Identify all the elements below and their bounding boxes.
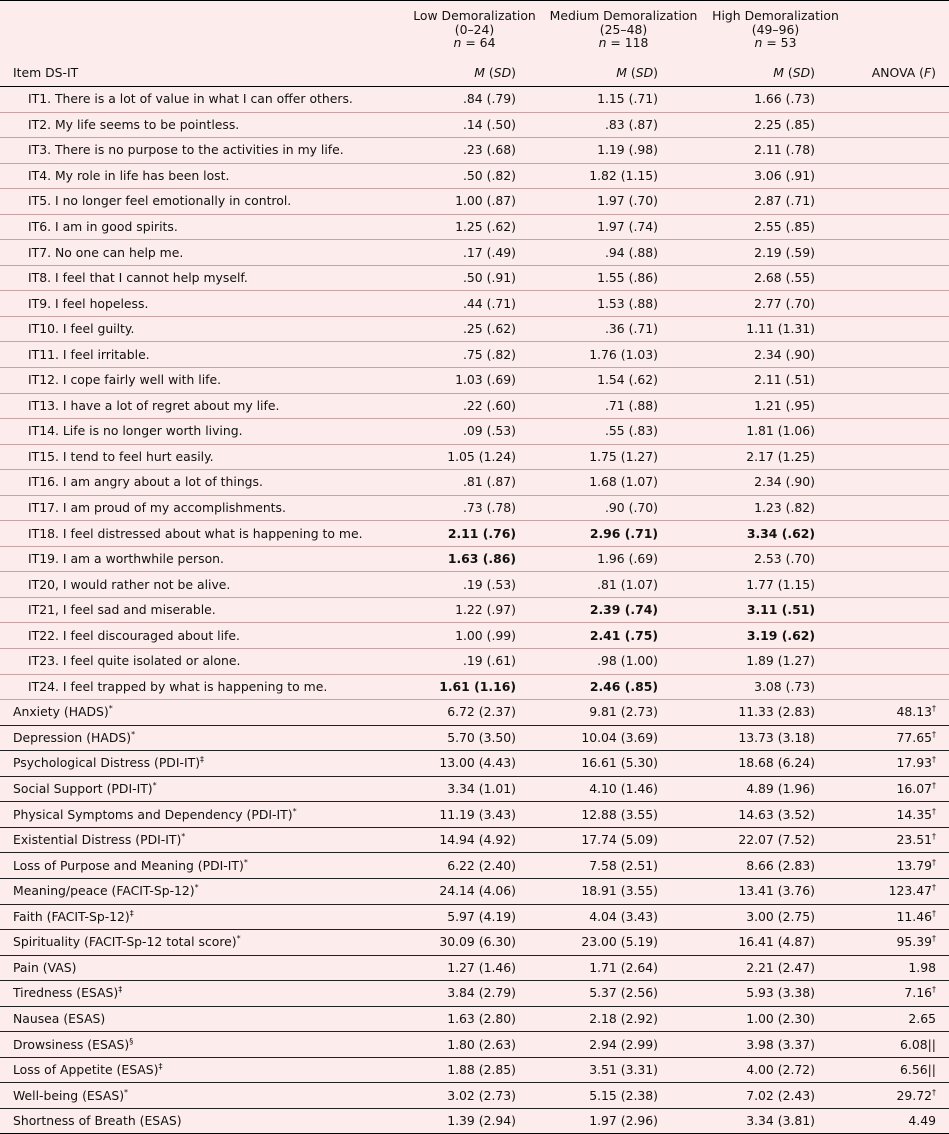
anova-header: ANOVA (F) [848, 61, 949, 87]
footnote-mark: * [292, 806, 297, 816]
high-value: 4.89 (1.96) [703, 776, 848, 802]
header-group-low [405, 1, 544, 61]
stat-header-high: M (SD) [703, 61, 848, 87]
header-group-medium [544, 1, 703, 61]
table-row [0, 1083, 949, 1109]
medium-value: 1.55 (.86) [544, 265, 703, 291]
table-row [0, 955, 949, 981]
footnote-mark: ‡ [200, 755, 205, 765]
medium-value: .36 (.71) [544, 316, 703, 342]
table-row [0, 368, 949, 394]
footnote-mark: ‡ [118, 985, 123, 995]
anova-value [848, 393, 949, 419]
low-value: 30.09 (6.30) [405, 930, 544, 956]
table-row [0, 674, 949, 700]
low-value: .09 (.53) [405, 419, 544, 445]
low-value: 1.00 (.87) [405, 189, 544, 215]
table-row [0, 776, 949, 802]
measure-label: Social Support (PDI-IT)* [0, 776, 405, 802]
table-body [0, 87, 949, 1134]
header-blank [0, 1, 405, 61]
low-value: 5.70 (3.50) [405, 725, 544, 751]
table-row [0, 572, 949, 598]
measure-label: Physical Symptoms and Dependency (PDI-IT)* [0, 802, 405, 828]
high-value: 13.41 (3.76) [703, 878, 848, 904]
table-row [0, 827, 949, 853]
measure-label: Loss of Appetite (ESAS)‡ [0, 1057, 405, 1083]
high-value: 2.87 (.71) [703, 189, 848, 215]
table-row [0, 316, 949, 342]
anova-value [848, 112, 949, 138]
high-value: 1.89 (1.27) [703, 649, 848, 675]
anova-value [848, 470, 949, 496]
stat-header-low: M (SD) [405, 61, 544, 87]
high-value: 3.19 (.62) [703, 623, 848, 649]
table-row [0, 853, 949, 879]
stat-header-medium: M (SD) [544, 61, 703, 87]
item-label: IT18. I feel distressed about what is happening to me. [0, 521, 405, 547]
high-value: 2.25 (.85) [703, 112, 848, 138]
high-value: 3.00 (2.75) [703, 904, 848, 930]
measure-label: Loss of Purpose and Meaning (PDI-IT)* [0, 853, 405, 879]
table-row [0, 393, 949, 419]
item-label: IT21, I feel sad and miserable. [0, 597, 405, 623]
medium-value: 17.74 (5.09) [544, 827, 703, 853]
anova-value: 77.65† [848, 725, 949, 751]
low-value: .44 (.71) [405, 291, 544, 317]
table-row [0, 802, 949, 828]
high-value: 1.21 (.95) [703, 393, 848, 419]
header-group-row [0, 1, 949, 61]
significance-mark: † [932, 781, 936, 791]
measure-label: Well-being (ESAS)* [0, 1083, 405, 1109]
significance-mark: † [932, 806, 936, 816]
footnote-mark: * [236, 934, 241, 944]
medium-value: .90 (.70) [544, 495, 703, 521]
low-value: .17 (.49) [405, 240, 544, 266]
anova-value: 95.39† [848, 930, 949, 956]
high-value: 18.68 (6.24) [703, 751, 848, 777]
significance-mark: † [932, 908, 936, 918]
table-row [0, 1032, 949, 1058]
anova-value [848, 342, 949, 368]
anova-value [848, 419, 949, 445]
anova-value [848, 597, 949, 623]
low-value: 1.05 (1.24) [405, 444, 544, 470]
high-value: 2.53 (.70) [703, 546, 848, 572]
low-value: 14.94 (4.92) [405, 827, 544, 853]
medium-value: 2.41 (.75) [544, 623, 703, 649]
item-label: IT12. I cope fairly well with life. [0, 368, 405, 394]
low-value: 1.63 (2.80) [405, 1006, 544, 1032]
anova-value [848, 623, 949, 649]
medium-value: 1.53 (.88) [544, 291, 703, 317]
low-value: .73 (.78) [405, 495, 544, 521]
table-row [0, 291, 949, 317]
table-row [0, 342, 949, 368]
measure-label: Pain (VAS) [0, 955, 405, 981]
group-range: (25–48) [599, 21, 648, 37]
footnote-mark: * [181, 832, 186, 842]
medium-value: 18.91 (3.55) [544, 878, 703, 904]
low-value: 6.72 (2.37) [405, 700, 544, 726]
group-name: High Demoralization [712, 8, 839, 23]
item-label: IT19. I am a worthwhile person. [0, 546, 405, 572]
table-row [0, 700, 949, 726]
medium-value: .94 (.88) [544, 240, 703, 266]
anova-value [848, 546, 949, 572]
table-row [0, 214, 949, 240]
low-value: .14 (.50) [405, 112, 544, 138]
table-row [0, 981, 949, 1007]
medium-value: 3.51 (3.31) [544, 1057, 703, 1083]
low-value: 3.02 (2.73) [405, 1083, 544, 1109]
low-value: 1.80 (2.63) [405, 1032, 544, 1058]
high-value: 14.63 (3.52) [703, 802, 848, 828]
anova-value [848, 572, 949, 598]
low-value: .25 (.62) [405, 316, 544, 342]
high-value: 16.41 (4.87) [703, 930, 848, 956]
anova-value: 7.16† [848, 981, 949, 1007]
high-value: 13.73 (3.18) [703, 725, 848, 751]
anova-value: 4.49 [908, 1113, 936, 1129]
table-row [0, 904, 949, 930]
measure-label: Shortness of Breath (ESAS) [13, 1113, 182, 1129]
medium-value: .81 (1.07) [544, 572, 703, 598]
footnote-mark: * [152, 781, 157, 791]
medium-value: 10.04 (3.69) [544, 725, 703, 751]
high-value: 1.77 (1.15) [703, 572, 848, 598]
medium-value: 1.71 (2.64) [544, 955, 703, 981]
item-label: IT2. My life seems to be pointless. [0, 112, 405, 138]
low-value: 1.03 (.69) [405, 368, 544, 394]
anova-value [848, 521, 949, 547]
table-row [0, 930, 949, 956]
low-value: 6.22 (2.40) [405, 853, 544, 879]
anova-value: 11.46† [848, 904, 949, 930]
anova-value: 14.35† [848, 802, 949, 828]
group-range: (49–96) [751, 21, 800, 37]
anova-value: 16.07† [848, 776, 949, 802]
high-value: 8.66 (2.83) [703, 853, 848, 879]
table-row [0, 649, 949, 675]
medium-value: 1.97 (.70) [544, 189, 703, 215]
high-value: 3.08 (.73) [703, 674, 848, 700]
footnote-mark: * [194, 883, 199, 893]
medium-value: 1.97 (2.96) [589, 1113, 658, 1129]
medium-value: 2.18 (2.92) [544, 1006, 703, 1032]
high-value: 1.11 (1.31) [703, 316, 848, 342]
table-row [0, 163, 949, 189]
significance-mark: † [932, 857, 936, 867]
medium-value: 4.10 (1.46) [544, 776, 703, 802]
significance-mark: † [932, 729, 936, 739]
anova-value: 6.08|| [848, 1032, 949, 1058]
anova-value [848, 138, 949, 164]
high-value: 3.11 (.51) [703, 597, 848, 623]
item-label: IT24. I feel trapped by what is happening to me. [0, 674, 405, 700]
table-row [0, 597, 949, 623]
medium-value: 5.15 (2.38) [544, 1083, 703, 1109]
header-group-high [703, 1, 848, 61]
low-value: 3.84 (2.79) [405, 981, 544, 1007]
high-value: 1.23 (.82) [703, 495, 848, 521]
anova-value: 123.47† [848, 878, 949, 904]
item-label: IT10. I feel guilty. [0, 316, 405, 342]
table-row [0, 265, 949, 291]
low-value: 1.25 (.62) [405, 214, 544, 240]
significance-mark: † [932, 934, 936, 944]
footnote-mark: * [243, 857, 248, 867]
high-value: 1.00 (2.30) [703, 1006, 848, 1032]
item-label: IT4. My role in life has been lost. [0, 163, 405, 189]
table-row [0, 240, 949, 266]
group-name: Low Demoralization [413, 8, 536, 23]
table-row [0, 878, 949, 904]
item-label: IT23. I feel quite isolated or alone. [0, 649, 405, 675]
high-value: 1.81 (1.06) [703, 419, 848, 445]
table-row [0, 623, 949, 649]
high-value: 2.68 (.55) [703, 265, 848, 291]
low-value: 1.39 (2.94) [447, 1113, 516, 1129]
medium-value: 2.39 (.74) [544, 597, 703, 623]
measure-label: Spirituality (FACIT-Sp-12 total score)* [0, 930, 405, 956]
medium-value: 23.00 (5.19) [544, 930, 703, 956]
low-value: 1.27 (1.46) [405, 955, 544, 981]
group-n: n = 53 [754, 35, 797, 50]
anova-value [848, 163, 949, 189]
medium-value: 5.37 (2.56) [544, 981, 703, 1007]
low-value: 11.19 (3.43) [405, 802, 544, 828]
significance-mark: † [932, 985, 936, 995]
medium-value: 1.82 (1.15) [544, 163, 703, 189]
measure-label: Existential Distress (PDI-IT)* [0, 827, 405, 853]
low-value: .81 (.87) [405, 470, 544, 496]
item-label: IT8. I feel that I cannot help myself. [0, 265, 405, 291]
item-label: IT6. I am in good spirits. [0, 214, 405, 240]
high-value: 11.33 (2.83) [703, 700, 848, 726]
anova-value [848, 291, 949, 317]
item-column-header: Item DS-IT [0, 61, 405, 87]
anova-value [848, 444, 949, 470]
anova-value [848, 495, 949, 521]
demoralization-table [0, 1, 949, 1133]
footnote-mark: * [124, 1087, 129, 1097]
anova-value [848, 214, 949, 240]
group-n: n = 64 [453, 35, 496, 50]
low-value: .22 (.60) [405, 393, 544, 419]
table-row [0, 138, 949, 164]
medium-value: 7.58 (2.51) [544, 853, 703, 879]
measure-label: Meaning/peace (FACIT-Sp-12)* [0, 878, 405, 904]
item-label: IT9. I feel hopeless. [0, 291, 405, 317]
item-label: IT14. Life is no longer worth living. [0, 419, 405, 445]
medium-value: 1.19 (.98) [544, 138, 703, 164]
significance-mark: † [932, 883, 936, 893]
footnote-mark: ‡ [129, 908, 134, 918]
medium-value: 9.81 (2.73) [544, 700, 703, 726]
table-row [0, 495, 949, 521]
high-value: 2.77 (.70) [703, 291, 848, 317]
high-value: 7.02 (2.43) [703, 1083, 848, 1109]
low-value: 13.00 (4.43) [405, 751, 544, 777]
anova-value: 48.13† [848, 700, 949, 726]
medium-value: .83 (.87) [544, 112, 703, 138]
measure-label: Faith (FACIT-Sp-12)‡ [0, 904, 405, 930]
medium-value: 1.75 (1.27) [544, 444, 703, 470]
high-value: 2.19 (.59) [703, 240, 848, 266]
measure-label: Nausea (ESAS) [0, 1006, 405, 1032]
medium-value: 2.46 (.85) [544, 674, 703, 700]
low-value: .84 (.79) [405, 87, 544, 113]
significance-mark: † [932, 704, 936, 714]
low-value: 1.88 (2.85) [405, 1057, 544, 1083]
high-value: 2.11 (.78) [703, 138, 848, 164]
anova-value: 23.51† [848, 827, 949, 853]
table-row [0, 751, 949, 777]
anova-value: 2.65 [848, 1006, 949, 1032]
table-row [0, 87, 949, 113]
item-label: IT3. There is no purpose to the activities in my life. [0, 138, 405, 164]
anova-value: 17.93† [848, 751, 949, 777]
measure-label: Psychological Distress (PDI-IT)‡ [0, 751, 405, 777]
table-row [0, 725, 949, 751]
medium-value: 2.96 (.71) [544, 521, 703, 547]
medium-value: 1.97 (.74) [544, 214, 703, 240]
anova-value [848, 316, 949, 342]
anova-value [848, 87, 949, 113]
significance-mark: † [932, 755, 936, 765]
item-label: IT1. There is a lot of value in what I can offer others. [0, 87, 405, 113]
low-value: 5.97 (4.19) [405, 904, 544, 930]
item-label: IT5. I no longer feel emotionally in control. [0, 189, 405, 215]
table-row [0, 1006, 949, 1032]
medium-value: 1.54 (.62) [544, 368, 703, 394]
item-label: IT17. I am proud of my accomplishments. [0, 495, 405, 521]
table-row [0, 1108, 949, 1133]
high-value: 3.98 (3.37) [703, 1032, 848, 1058]
low-value: 24.14 (4.06) [405, 878, 544, 904]
high-value: 2.17 (1.25) [703, 444, 848, 470]
low-value: 3.34 (1.01) [405, 776, 544, 802]
high-value: 2.55 (.85) [703, 214, 848, 240]
item-label: IT11. I feel irritable. [0, 342, 405, 368]
anova-value: 29.72† [848, 1083, 949, 1109]
medium-value: .98 (1.00) [544, 649, 703, 675]
high-value: 3.34 (.62) [703, 521, 848, 547]
anova-value: 1.98 [848, 955, 949, 981]
anova-value [848, 674, 949, 700]
item-label: IT16. I am angry about a lot of things. [0, 470, 405, 496]
header-stat-row [0, 61, 949, 87]
medium-value: 4.04 (3.43) [544, 904, 703, 930]
anova-value: 6.56|| [848, 1057, 949, 1083]
table-row [0, 112, 949, 138]
group-name: Medium Demoralization [549, 8, 698, 23]
significance-mark: † [932, 1087, 936, 1097]
anova-value: 13.79† [848, 853, 949, 879]
low-value: .50 (.91) [405, 265, 544, 291]
low-value: .75 (.82) [405, 342, 544, 368]
medium-value: 1.15 (.71) [544, 87, 703, 113]
anova-value [848, 265, 949, 291]
low-value: 2.11 (.76) [405, 521, 544, 547]
footnote-mark: * [131, 729, 136, 739]
high-value: 2.21 (2.47) [703, 955, 848, 981]
medium-value: .71 (.88) [544, 393, 703, 419]
medium-value: .55 (.83) [544, 419, 703, 445]
medium-value: 16.61 (5.30) [544, 751, 703, 777]
table-row [0, 1057, 949, 1083]
anova-value [848, 189, 949, 215]
measure-label: Tiredness (ESAS)‡ [0, 981, 405, 1007]
table-row [0, 470, 949, 496]
low-value: .23 (.68) [405, 138, 544, 164]
low-value: 1.22 (.97) [405, 597, 544, 623]
table-row [0, 189, 949, 215]
anova-value [848, 649, 949, 675]
high-value: 22.07 (7.52) [703, 827, 848, 853]
item-label: IT13. I have a lot of regret about my life. [0, 393, 405, 419]
low-value: 1.00 (.99) [405, 623, 544, 649]
table-row [0, 521, 949, 547]
group-range: (0–24) [454, 21, 495, 37]
item-label: IT7. No one can help me. [0, 240, 405, 266]
footnote-mark: ‡ [158, 1062, 163, 1072]
high-value: 3.06 (.91) [703, 163, 848, 189]
item-label: IT22. I feel discouraged about life. [0, 623, 405, 649]
item-label: IT15. I tend to feel hurt easily. [0, 444, 405, 470]
item-label: IT20, I would rather not be alive. [0, 572, 405, 598]
medium-value: 12.88 (3.55) [544, 802, 703, 828]
low-value: 1.63 (.86) [405, 546, 544, 572]
medium-value: 1.68 (1.07) [544, 470, 703, 496]
group-n: n = 118 [598, 35, 649, 50]
measure-label: Depression (HADS)* [0, 725, 405, 751]
medium-value: 1.76 (1.03) [544, 342, 703, 368]
high-value: 3.34 (3.81) [746, 1113, 815, 1129]
medium-value: 2.94 (2.99) [544, 1032, 703, 1058]
low-value: .19 (.61) [405, 649, 544, 675]
high-value: 5.93 (3.38) [703, 981, 848, 1007]
footnote-mark: § [129, 1036, 134, 1046]
high-value: 4.00 (2.72) [703, 1057, 848, 1083]
low-value: 1.61 (1.16) [405, 674, 544, 700]
medium-value: 1.96 (.69) [544, 546, 703, 572]
footnote-mark: * [108, 704, 113, 714]
anova-value [848, 368, 949, 394]
measure-label: Anxiety (HADS)* [0, 700, 405, 726]
anova-value [848, 240, 949, 266]
low-value: .19 (.53) [405, 572, 544, 598]
high-value: 1.66 (.73) [703, 87, 848, 113]
measure-label: Drowsiness (ESAS)§ [0, 1032, 405, 1058]
high-value: 2.34 (.90) [703, 470, 848, 496]
header-blank [848, 1, 949, 61]
high-value: 2.34 (.90) [703, 342, 848, 368]
significance-mark: † [932, 832, 936, 842]
table-row [0, 444, 949, 470]
table-row [0, 546, 949, 572]
low-value: .50 (.82) [405, 163, 544, 189]
table-row [0, 419, 949, 445]
high-value: 2.11 (.51) [703, 368, 848, 394]
